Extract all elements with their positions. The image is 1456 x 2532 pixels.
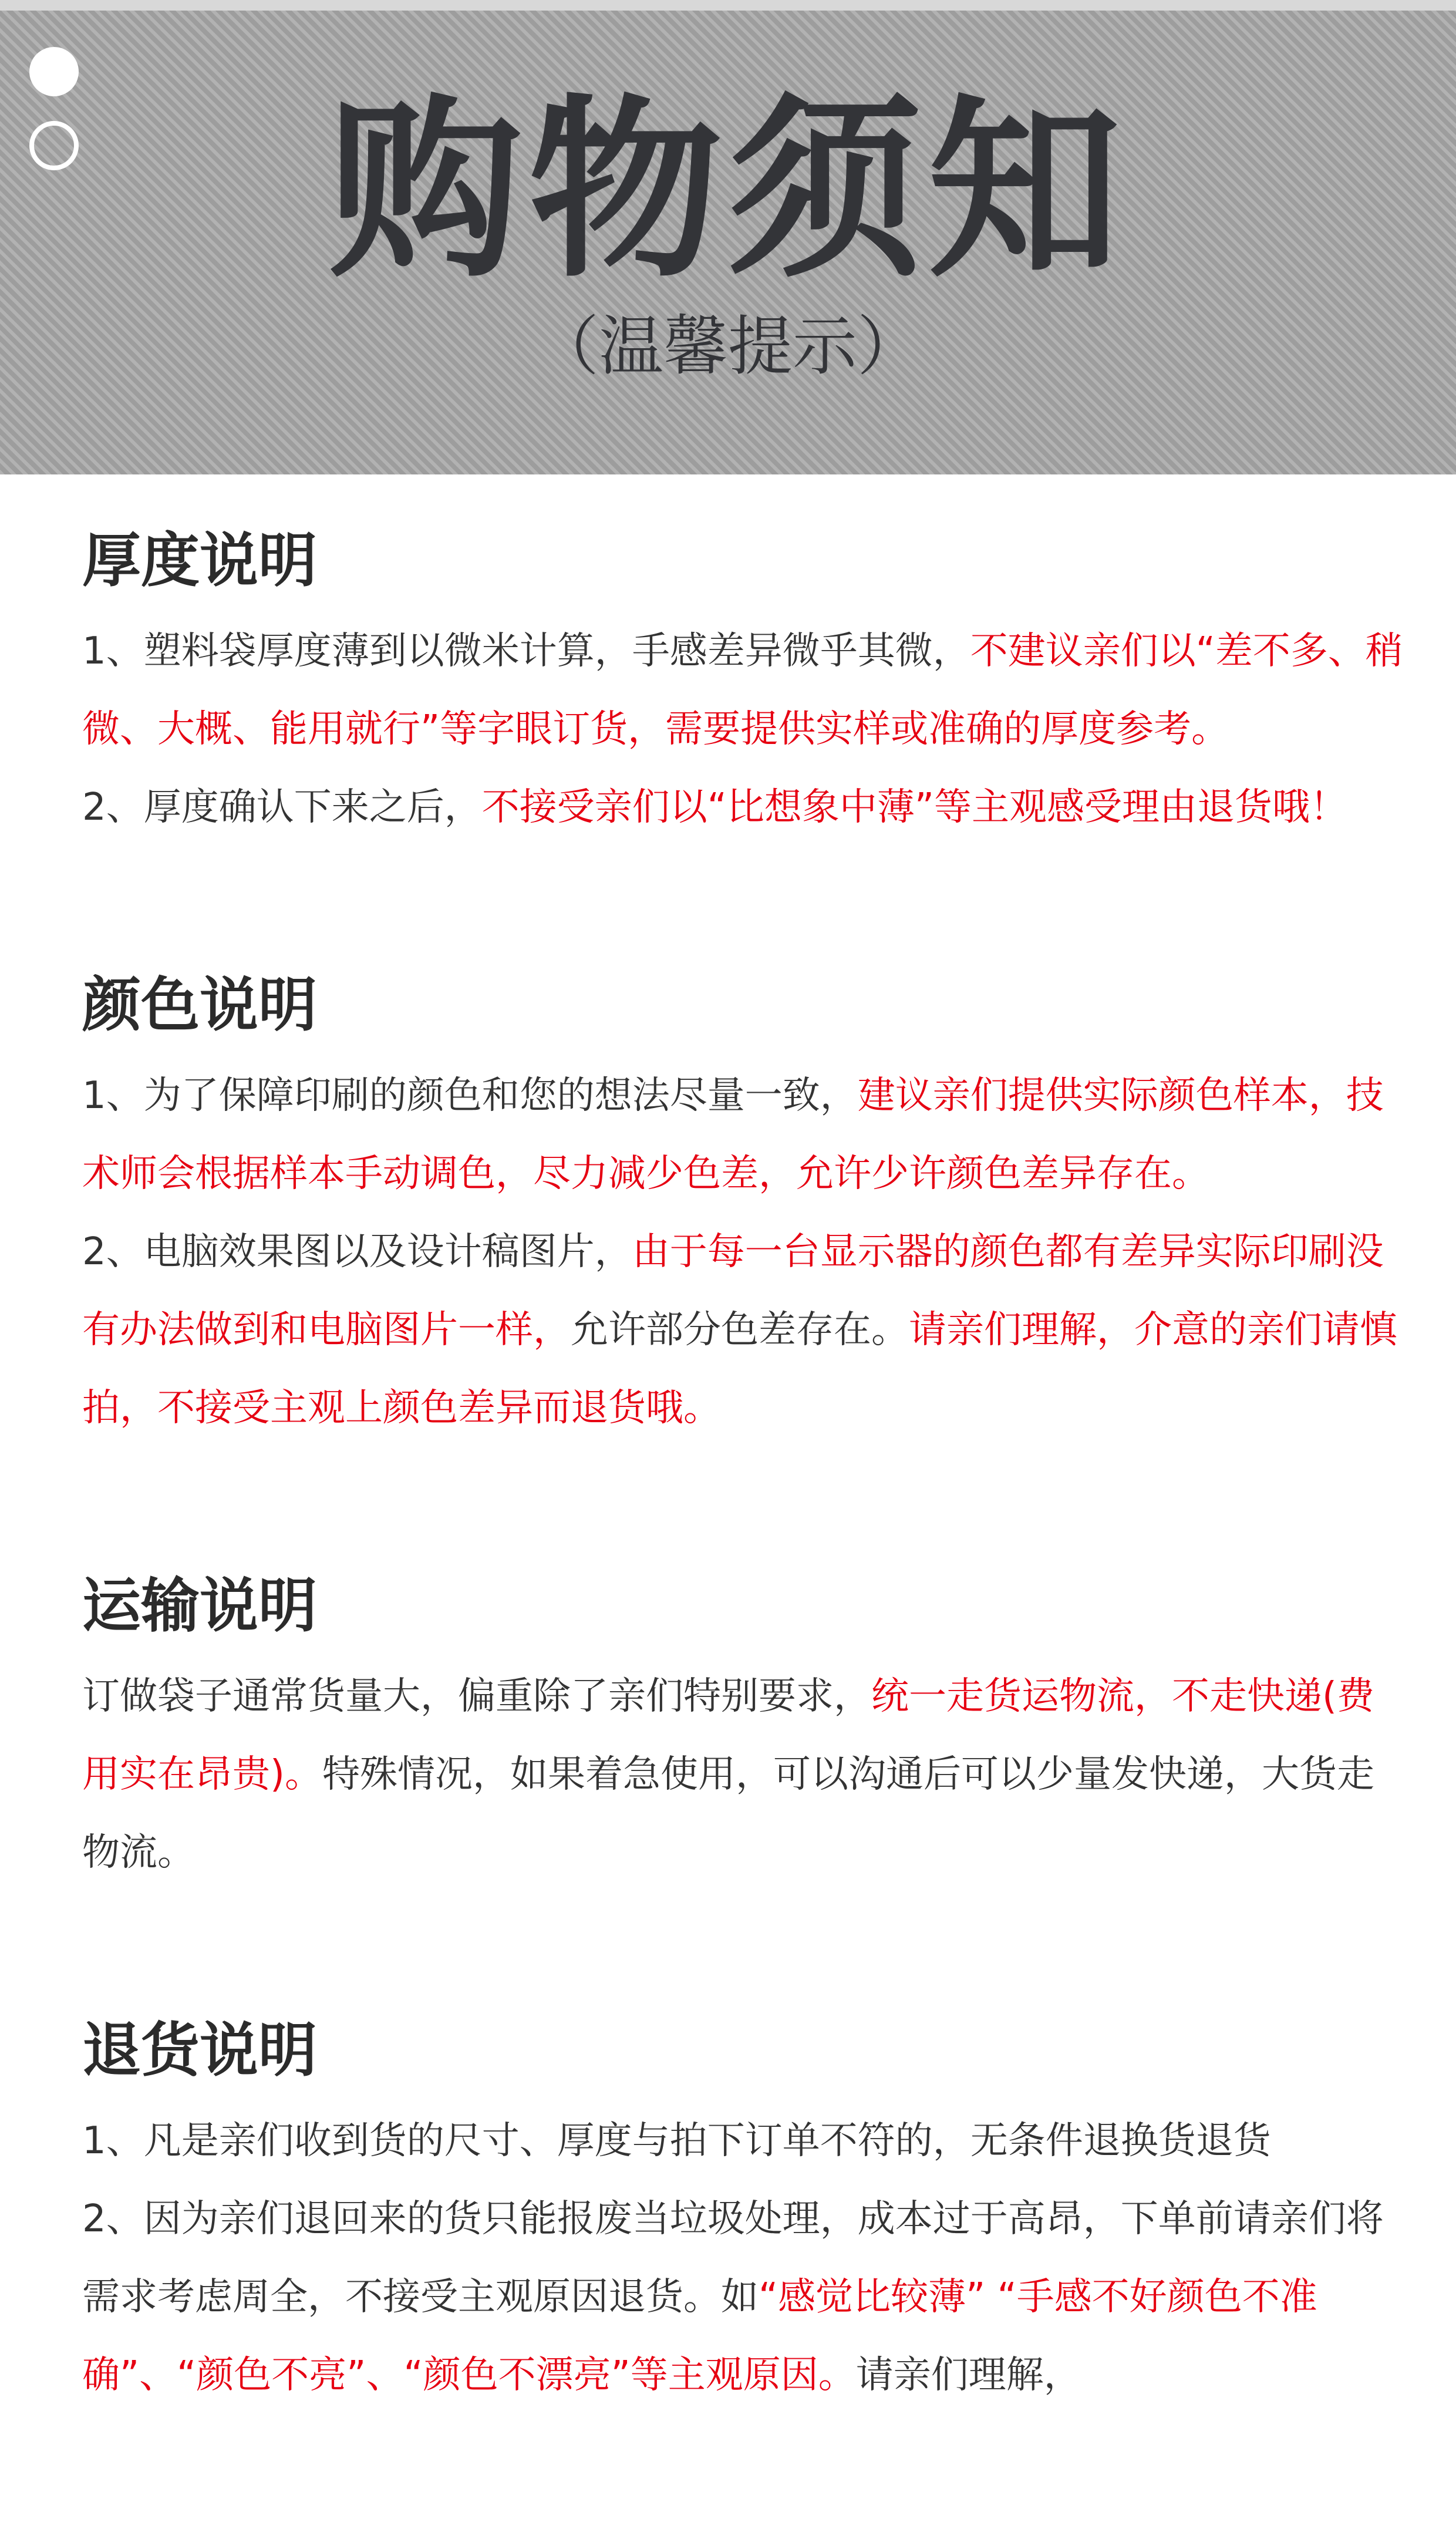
highlight-text: 统一走货运物流，不走快递(费用实在昂贵)。 [82, 1675, 1374, 1796]
body-text: 2、因为亲们退回来的货只能报废当垃圾处理，成本过于高昂，下单前请亲们将需求考虑周全，不接受主观原因退货。如 [82, 2197, 1384, 2319]
highlight-text: 由于每一台显示器的颜色都有差异实际印刷没有办法做到和电脑图片一样， [82, 1230, 1384, 1352]
section-title-color: 颜色说明 [82, 971, 317, 1039]
paragraph [82, 769, 1409, 847]
paragraph [82, 612, 1409, 769]
body-text: 2、厚度确认下来之后， [82, 786, 482, 829]
page-title: 购物须知 [329, 78, 1127, 304]
highlight-text: 不建议亲们以“差不多、稍微、大概、能用就行”等字眼订货，需要提供实样或准确的厚度参考。 [82, 629, 1403, 751]
body-text: 2、电脑效果图以及设计稿图片， [82, 1230, 632, 1274]
body-text: 特殊情况，如果着急使用，可以沟通后可以少量发快递，大货走物流。 [82, 1753, 1374, 1874]
section-title-shipping: 运输说明 [82, 1571, 317, 1640]
section-color [82, 964, 1409, 1447]
paragraph [82, 1213, 1409, 1447]
body-text: 订做袋子通常货量大，偏重除了亲们特别要求， [82, 1675, 871, 1718]
section-shipping [82, 1565, 1409, 1892]
paragraph [82, 2102, 1409, 2180]
paragraph [82, 1658, 1409, 1892]
body-text: 1、塑料袋厚度薄到以微米计算，手感差异微乎其微， [82, 629, 970, 673]
notice-content [82, 520, 1409, 2532]
highlight-text: “感觉比较薄” “手感不好颜色不准确”、“颜色不亮”、“颜色不漂亮”等主观原因。 [82, 2275, 1317, 2397]
body-text: 允许部分色差存在。 [571, 1308, 909, 1352]
highlight-text: 不接受亲们以“比想象中薄”等主观感受理由退货哦！ [481, 786, 1348, 829]
body-text: 1、凡是亲们收到货的尺寸、厚度与拍下订单不符的，无条件退换货退货 [82, 2119, 1271, 2163]
page-subtitle: （温馨提示） [534, 309, 922, 384]
section-thickness [82, 520, 1409, 847]
filled-circle-icon [29, 47, 79, 96]
body-text: 1、为了保障印刷的颜色和您的想法尽量一致， [82, 1074, 858, 1117]
paragraph [82, 2180, 1409, 2415]
body-text: 请亲们理解， [855, 2353, 1081, 2397]
highlight-text: 请亲们理解，介意的亲们请慎拍，不接受主观上颜色差异而退货哦。 [82, 1308, 1397, 1430]
section-title-thickness: 厚度说明 [82, 526, 317, 595]
highlight-text: 建议亲们提供实际颜色样本，技术师会根据样本手动调色，尽力减少色差，允许少许颜色差异存在。 [82, 1074, 1384, 1196]
page-header [0, 0, 1456, 474]
section-returns [82, 2009, 1409, 2415]
paragraph [82, 1057, 1409, 1213]
section-title-returns: 退货说明 [82, 2016, 317, 2085]
